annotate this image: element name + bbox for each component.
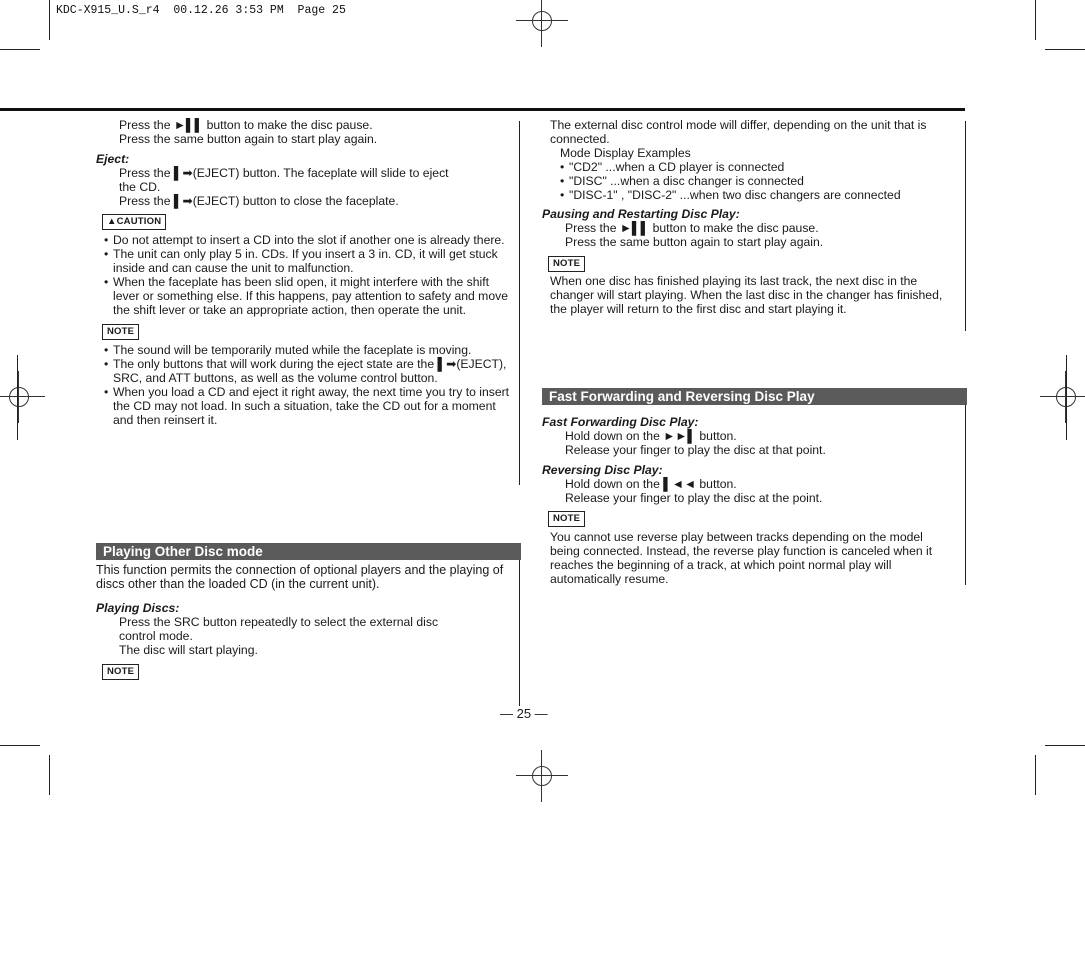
column-divider	[519, 121, 520, 485]
eject-line: Press the ▌➡(EJECT) button to close the faceplate.	[119, 194, 399, 208]
note-tag: NOTE	[102, 664, 139, 680]
column-divider	[519, 560, 520, 706]
crop-mark	[1045, 745, 1085, 746]
eject-heading: Eject:	[96, 152, 130, 166]
pause-line: Press the same button again to start play again.	[565, 235, 824, 249]
note-item: The only buttons that will work during the eject state are the ▌➡(EJECT), SRC, and ATT buttons, as well as the volume control button.	[113, 357, 507, 385]
mode-item: "DISC-1" , "DISC-2" ...when two disc changers are connected	[569, 188, 901, 202]
playing-discs-heading: Playing Discs:	[96, 601, 180, 615]
section-title-fast-forward: Fast Forwarding and Reversing Disc Play	[542, 388, 967, 405]
caution-item: Do not attempt to insert a CD into the slot if another one is already there.	[113, 233, 505, 247]
caution-item: The unit can only play 5 in. CDs. If you insert a 3 in. CD, it will get stuck inside and can cause the unit to malfunction.	[113, 247, 498, 275]
note-text: When one disc has finished playing its last track, the next disc in the changer will start playing. When the last disc in the changer has finished, the player will return to the first disc and start playing it.	[550, 274, 943, 316]
crop-mark	[0, 49, 40, 50]
note-item: When you load a CD and eject it right away, the next time you try to insert the CD may not load. In such a situation, take the CD out for a moment and then reinsert it.	[113, 385, 510, 427]
note-tag: NOTE	[548, 511, 585, 527]
right-column: The external disc control mode will differ, depending on the unit that is connected. Mode Display Examples • "CD2" ...when a CD player is connected • "DISC" ...when a disc changer is connected • "DISC-1" , "DISC-2" ...when two disc changers are connected Pausing and Restarting Disc Play: Press the ►▌▌ button to make the disc pause. Press the same button again to start play again. NOTE When one disc has finished playing its last track, the next disc in the changer will start playing. When the last disc in the changer has finished, the player will return to the first disc and start playing it.	[542, 118, 954, 316]
print-slug: KDC-X915_U.S_r4 00.12.26 3:53 PM Page 25	[56, 4, 346, 17]
mode-item: "DISC" ...when a disc changer is connected	[569, 174, 804, 188]
ff-heading: Fast Forwarding Disc Play:	[542, 415, 699, 429]
playing-line: control mode.	[119, 629, 193, 643]
crop-mark	[1035, 0, 1036, 40]
eject-line: Press the ▌➡(EJECT) button. The faceplate will slide to eject	[119, 166, 449, 180]
column-divider	[965, 405, 966, 585]
pause-heading: Pausing and Restarting Disc Play:	[542, 207, 740, 221]
crop-mark	[1066, 355, 1067, 440]
registration-mark	[516, 0, 568, 47]
rev-line: Release your finger to play the disc at the point.	[565, 491, 823, 505]
playing-line: The disc will start playing.	[119, 643, 258, 657]
crop-mark	[17, 355, 18, 440]
crop-mark	[1045, 49, 1085, 50]
right-intro: The external disc control mode will differ, depending on the unit that is connected.	[550, 118, 927, 146]
pause-line: Press the same button again to start play again.	[119, 132, 378, 146]
caution-item: When the faceplate has been slid open, it might interfere with the shift lever or something else. If this happens, pay attention to safety and move the shift lever or take an appropriate action, then operate the unit.	[113, 275, 508, 317]
rev-line: Hold down on the ▌◄◄ button.	[565, 477, 737, 491]
rev-heading: Reversing Disc Play:	[542, 463, 663, 477]
note-tag: NOTE	[102, 324, 139, 340]
registration-mark	[1040, 371, 1085, 423]
note-tag: NOTE	[548, 256, 585, 272]
top-rule	[0, 108, 965, 111]
right-column-lower	[542, 415, 954, 586]
left-column-lower	[96, 563, 506, 680]
registration-mark	[516, 750, 568, 802]
section-intro: This function permits the connection of optional players and the playing of discs other than the loaded CD (in the current unit).	[96, 563, 504, 591]
pause-line: Press the ►▌▌ button to make the disc pause.	[565, 221, 819, 235]
section-title-playing-other-disc: Playing Other Disc mode	[96, 543, 521, 560]
ff-line: Hold down on the ►►▌ button.	[565, 429, 737, 443]
page-number: — 25 —	[500, 706, 548, 721]
left-column: Press the ►▌▌ button to make the disc pause. Press the same button again to start play again. Eject: Press the ▌➡(EJECT) button. The faceplate will slide to eject the CD. Press the ▌➡(EJECT) button to close the faceplate. ▲CAUTION • Do not attempt to insert a CD into the slot if another one is already there. • The unit can only play 5 in. CDs. If you insert a 3 in. CD, it will get stuck inside and can cause the unit to malfunction. • When the faceplate has been slid open, it might interfere with the shift lever or something else. If this happens, pay attention to safety and move the shift lever or take an appropriate action, then operate the unit. NOTE • The sound will be temporarily muted while the faceplate is moving. • The only buttons that will work during the eject state are the ▌➡(EJECT), SRC, and ATT buttons, as well as the volume control button. • When you load a CD and eject it right away, the next time you try to insert the CD may not load. In such a situation, take the CD out for a moment and then reinsert it.	[96, 118, 514, 427]
ff-line: Release your finger to play the disc at that point.	[565, 443, 826, 457]
eject-line: the CD.	[119, 180, 161, 194]
column-divider	[965, 121, 966, 331]
mode-heading: Mode Display Examples	[560, 146, 691, 160]
pause-line: Press the ►▌▌ button to make the disc pause.	[119, 118, 373, 132]
caution-tag: ▲CAUTION	[102, 214, 166, 230]
registration-mark	[0, 371, 45, 423]
crop-mark	[1035, 755, 1036, 795]
note-text: You cannot use reverse play between tracks depending on the model being connected. Instead, the reverse play function is canceled when it reaches the beginning of a track, at which point normal play will automatically resume.	[550, 530, 933, 586]
crop-mark	[49, 0, 50, 40]
crop-mark	[0, 745, 40, 746]
note-item: The sound will be temporarily muted while the faceplate is moving.	[113, 343, 472, 357]
playing-line: Press the SRC button repeatedly to select the external disc	[119, 615, 439, 629]
mode-item: "CD2" ...when a CD player is connected	[569, 160, 785, 174]
crop-mark	[49, 755, 50, 795]
